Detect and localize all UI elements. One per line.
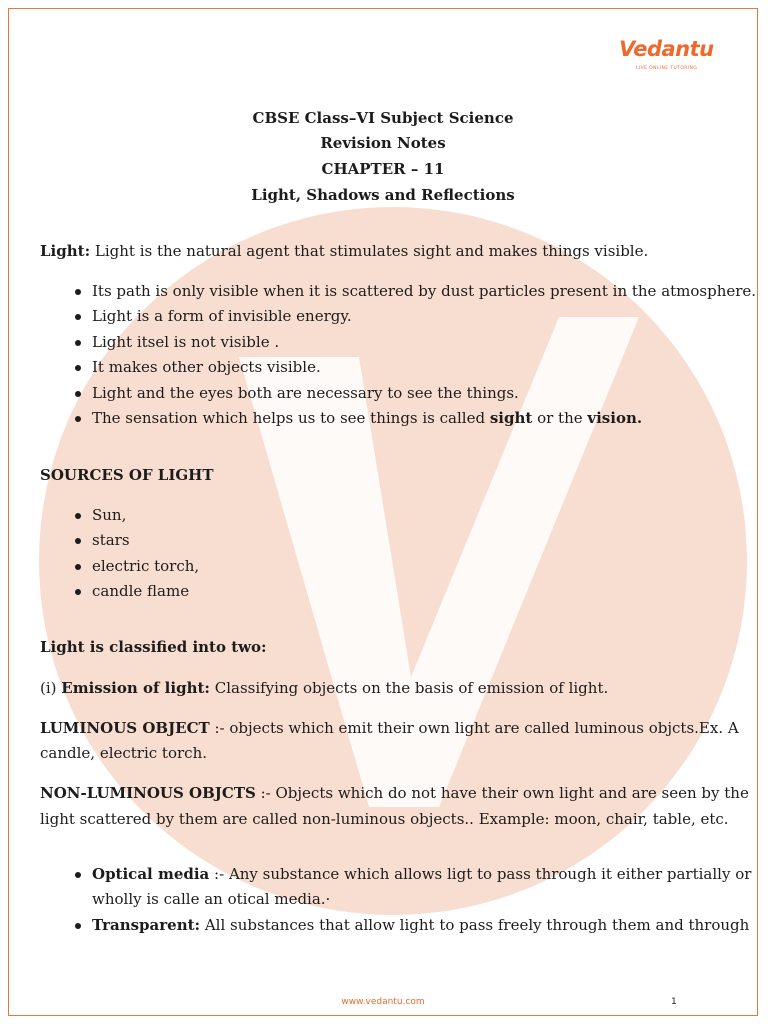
non-luminous-line-2: light scattered by them are called non-luminous objects.. Example: moon, chair, table, etc.	[40, 810, 729, 828]
luminous-text: :- objects which emit their own light are called luminous objcts.Ex. A	[209, 719, 739, 737]
emission-prefix: (i)	[40, 679, 62, 697]
luminous-line-2: candle, electric torch.	[40, 744, 207, 762]
bullet-icon	[75, 538, 81, 544]
emission-text: Classifying objects on the basis of emission of light.	[209, 679, 609, 697]
bullet-icon	[75, 289, 81, 295]
bullet-icon	[75, 391, 81, 397]
bullet-icon	[75, 923, 81, 929]
transparent-term: Transparent:	[92, 916, 201, 934]
luminous-term: LUMINOUS OBJECT	[40, 719, 210, 737]
sensation-mid: or the	[532, 409, 588, 427]
bullet-icon	[75, 589, 81, 595]
optical-line-1	[92, 865, 751, 883]
page-number: 1	[671, 997, 677, 1007]
non-luminous-term: NON-LUMINOUS OBJCTS	[40, 784, 256, 802]
sensation-vision: vision.	[587, 409, 643, 427]
vedantu-logo[interactable]	[619, 37, 714, 77]
transparent-line-1	[92, 916, 749, 934]
sensation-sight: sight	[489, 409, 533, 427]
non-luminous-line-1	[40, 784, 749, 802]
light-definition-text: Light is the natural agent that stimulates sight and makes things visible.	[90, 242, 649, 260]
page-content	[9, 9, 757, 1015]
non-luminous-text: :- Objects which do not have their own light and are seen by the	[255, 784, 749, 802]
list-item-text: electric torch,	[92, 557, 200, 575]
optical-text: :- Any substance which allows ligt to pass through it either partially or	[209, 865, 752, 883]
emission-line	[40, 679, 608, 697]
sensation-pre: The sensation which helps us to see things is called	[92, 409, 490, 427]
footer-url-link[interactable]: www.vedantu.com	[341, 997, 425, 1007]
header-line-notes: Revision Notes	[320, 134, 446, 152]
optical-line-2: wholly is calle an otical media.·	[92, 890, 331, 908]
bullet-icon	[75, 872, 81, 878]
bullet-icon	[75, 314, 81, 320]
list-item-text: Light and the eyes both are necessary to see the things.	[92, 384, 519, 402]
sensation-text	[92, 409, 642, 427]
transparent-text: All substances that allow light to pass freely through them and through	[200, 916, 750, 934]
document-page	[8, 8, 758, 1016]
list-item-text: stars	[92, 531, 130, 549]
bullet-icon	[75, 340, 81, 346]
logo-tagline: LIVE ONLINE TUTORING	[636, 66, 698, 71]
header-line-subject: CBSE Class–VI Subject Science	[252, 109, 514, 127]
optical-term: Optical media	[92, 865, 210, 883]
logo-wordmark: Vedantu	[619, 37, 714, 61]
light-definition	[40, 242, 648, 260]
header-line-chapter: CHAPTER – 11	[321, 160, 445, 178]
list-item-text: Its path is only visible when it is scattered by dust particles present in the atmosphere.	[92, 282, 757, 300]
list-item-text: Light is a form of invisible energy.	[92, 307, 352, 325]
light-term: Light:	[40, 242, 91, 260]
list-item-text: Light itsel is not visible .	[92, 333, 280, 351]
header-line-title: Light, Shadows and Reflections	[251, 186, 515, 204]
bullet-icon	[75, 513, 81, 519]
list-item-text: candle flame	[92, 582, 190, 600]
classified-title: Light is classified into two:	[40, 638, 267, 656]
bullet-icon	[75, 564, 81, 570]
luminous-line-1	[40, 719, 739, 737]
sources-title: SOURCES OF LIGHT	[40, 466, 214, 484]
bullet-icon	[75, 365, 81, 371]
bullet-icon	[75, 416, 81, 422]
list-item-text: Sun,	[92, 506, 127, 524]
list-item-text: It makes other objects visible.	[92, 358, 321, 376]
emission-term: Emission of light:	[61, 679, 210, 697]
